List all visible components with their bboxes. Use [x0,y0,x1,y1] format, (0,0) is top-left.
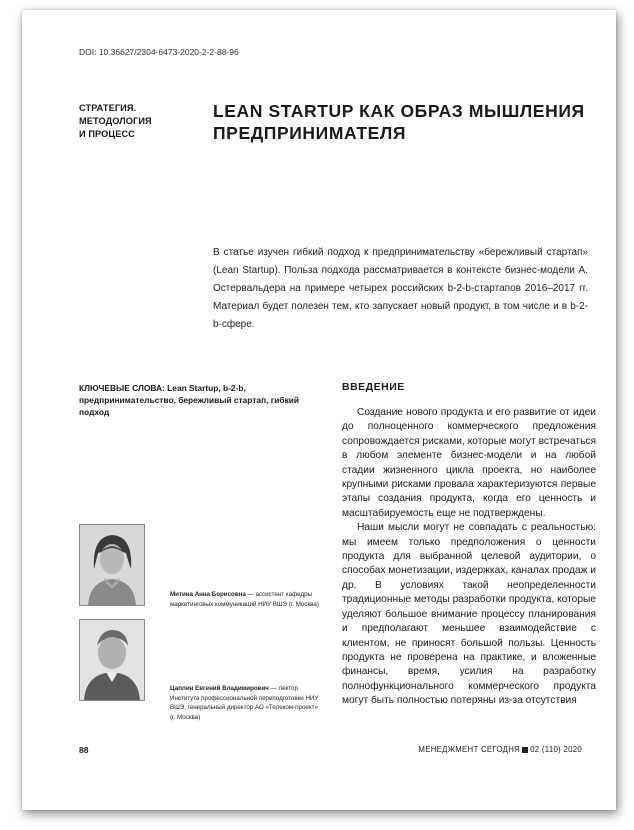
keywords-values: Lean Startup, b-2-b, предпринимательство, бережливый стартап, гибкий подход [79,383,300,417]
journal-footer [418,745,582,754]
section-label-line: И ПРОЦЕСС [79,129,135,139]
intro-body [342,406,596,709]
section-label [79,102,189,141]
journal-name: МЕНЕДЖМЕНТ СЕГОДНЯ [418,745,521,754]
title-line: LEAN STARTUP КАК ОБРАЗ МЫШЛЕНИЯ [213,101,585,121]
section-label-line: МЕТОДОЛОГИЯ [79,116,152,126]
title-line: ПРЕДПРИНИМАТЕЛЯ [213,123,406,143]
section-label-line: СТРАТЕГИЯ. [79,103,137,113]
portrait-man-image [80,620,144,700]
author-description: — ассистент кафедры маркетинговых коммуникаций НИУ ВШЭ (г. Москва) [170,591,319,608]
author-description: — лектор Института профессиональной переподготовки НИУ ВШЭ, генеральный директор АО «Телеком-проект» (г. Москва) [170,685,319,721]
body-paragraph: Наши мысли могут не совпадать с реальностью: мы имеем только предположения о ценности продукта для выбранной целевой аудитории, о способах монетизации, издержках, каналах продаж и др. В условиях такой неопределенности традиционные методы разработки продукта, которые уделяют большое внимание процессу планирования и предполагают меньшее взаимодействие с клиентом, не приносят большой пользы. Ценность продукта не проверена на практике, и вложенные финансы, время, усилия на разработку полнофункционального коммерческого продукта могут быть полностью потеряны из-за отсутствия [342,522,596,707]
doi: DOI: 10.36627/2304-6473-2020-2-2-88-96 [79,47,239,57]
author-name: Митина Анна Борисовна [170,591,246,598]
author-info [170,684,320,722]
intro-heading: ВВЕДЕНИЕ [342,381,405,393]
body-paragraph: Создание нового продукта и его развитие от идеи до полноценного коммерческого предложения сопровождается рисками, которые могут встречаться в любом элементе бизнес-модели и на любой стадии жизненного цикла проекта, но наиболее крупными рисками провала характеризуются первые этапы создания продукта, когда его ценность и масштабируемость еще не подтверждены. [342,407,596,519]
author-info [170,590,320,609]
square-separator-icon [522,747,528,753]
abstract: В статье изучен гибкий подход к предпринимательству «бережливый стартап» (Lean Startup). Польза подхода рассматривается в контексте бизнес-модели А. Остервальдера на примере четырех российских b-2-b-стартапов 2016–2017 гг. Материал будет полезен тем, кто запускает новый продукт, в том числе и в b-2-b-сфере. [213,247,588,330]
journal-issue: 02 (110) 2020 [530,745,582,754]
keywords [79,382,329,418]
author-photo-tsaplin [79,619,145,701]
keywords-label: КЛЮЧЕВЫЕ СЛОВА: [79,383,165,393]
author-photo-mitina [79,524,145,606]
page-number: 88 [79,745,89,755]
author-name: Цаплин Евгений Владимирович [170,685,269,692]
portrait-woman-image [80,525,144,605]
article-page [22,10,616,810]
article-title [213,100,593,144]
